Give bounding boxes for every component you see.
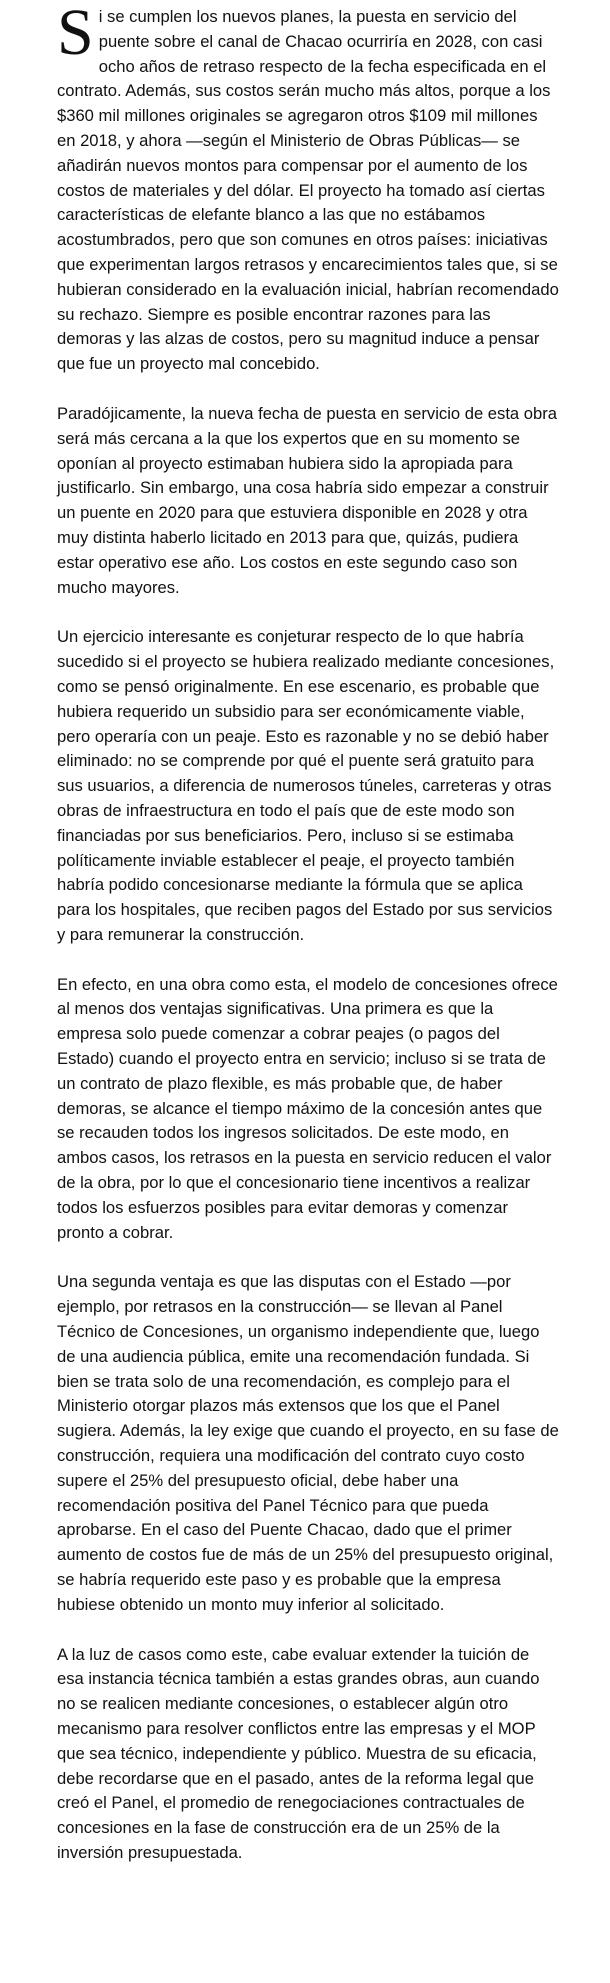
- drop-cap: S: [57, 0, 94, 69]
- article-paragraph-1: [57, 0, 559, 377]
- article-paragraph-6: A la luz de casos como este, cabe evaluar extender la tuición de esa instancia técnica también a estas grandes obras, aun cuando no se realicen mediante concesiones, o establecer algún otro mecanismo para resolver conflictos entre las empresas y el MOP que sea técnico, independiente y público. Muestra de su eficacia, debe recordarse que en el pasado, antes de la reforma legal que creó el Panel, el promedio de renegociaciones contractuales de concesiones en la fase de construcción era de un 25% de la inversión presupuestada.: [57, 1644, 540, 1862]
- article-paragraph-5: Una segunda ventaja es que las disputas con el Estado —por ejemplo, por retrasos en la construcción— se llevan al Panel Técnico de Concesiones, un organismo independiente que, luego de una audiencia pública, emite una recomendación fundada. Si bien se trata solo de una recomendación, es complejo para el Ministerio otorgar plazos más extensos que los que el Panel sugiera. Además, la ley exige que cuando el proyecto, en su fase de construcción, requiera una modificación del contrato cuyo costo supere el 25% del presupuesto oficial, debe haber una recomendación positiva del Panel Técnico para que pueda aprobarse. En el caso del Puente Chacao, dado que el primer aumento de costos fue de más de un 25% del presupuesto original, se habría requerido este paso y es probable que la empresa hubiese obtenido un monto muy inferior al solicitado.: [57, 1272, 559, 1614]
- article-paragraph-3: Un ejercicio interesante es conjeturar respecto de lo que habría sucedido si el proyecto se hubiera realizado mediante concesiones, como se pensó originalmente. En ese escenario, es probable que hubiera requerido un subsidio para ser económicamente viable, pero operaría con un peaje. Esto es razonable y no se debió haber eliminado: no se comprende por qué el puente será gratuito para sus usuarios, a diferencia de numerosos túneles, carreteras y otras obras de infraestructura en todo el país que de este modo son financiadas por sus beneficiarios. Pero, incluso si se estimaba políticamente inviable establecer el peaje, el proyecto también habría podido concesionarse mediante la fórmula que se aplica para los hospitales, que reciben pagos del Estado por sus servicios y para remunerar la construcción.: [57, 627, 555, 944]
- article-paragraph-4: En efecto, en una obra como esta, el modelo de concesiones ofrece al menos dos ventajas significativas. Una primera es que la empresa solo puede comenzar a cobrar peajes (o pagos del Estado) cuando el proyecto entra en servicio; incluso si se trata de un contrato de plazo flexible, es más probable que, de haber demoras, se alcance el tiempo máximo de la concesión antes que se recauden todos los ingresos solicitados. De este modo, en ambos casos, los retrasos en la puesta en servicio reducen el valor de la obra, por lo que el concesionario tiene incentivos a realizar todos los esfuerzos posibles para evitar demoras y comenzar pronto a cobrar.: [57, 974, 558, 1242]
- article-body: [57, 0, 559, 1891]
- paragraph-1-text: i se cumplen los nuevos planes, la puesta en servicio del puente sobre el canal de Chacao ocurriría en 2028, con casi ocho años de retraso respecto de la fecha especificada en el contrato. Además, sus costos serán mucho más altos, porque a los $360 mil millones originales se agregaron otros $109 mil millones en 2018, y ahora —según el Ministerio de Obras Públicas— se añadirán nuevos montos para compensar por el aumento de los costos de materiales y del dólar. El proyecto ha tomado así ciertas características de elefante blanco a las que no estábamos acostumbrados, pero que son comunes en otros países: iniciativas que experimentan largos retrasos y encarecimientos tales que, si se hubieran considerado en la evaluación inicial, habrían recomendado su rechazo. Siempre es posible encontrar razones para las demoras y las alzas de costos, pero su magnitud induce a pensar que fue un proyecto mal concebido.: [57, 7, 559, 374]
- article-paragraph-2: Paradójicamente, la nueva fecha de puesta en servicio de esta obra será más cercana a la que los expertos que en su momento se oponían al proyecto estimaban hubiera sido la apropiada para justificarlo. Sin embargo, una cosa habría sido empezar a construir un puente en 2020 para que estuviera disponible en 2028 y otra muy distinta haberlo licitado en 2013 para que, quizás, pudiera estar operativo ese año. Los costos en este segundo caso son mucho mayores.: [57, 403, 557, 597]
